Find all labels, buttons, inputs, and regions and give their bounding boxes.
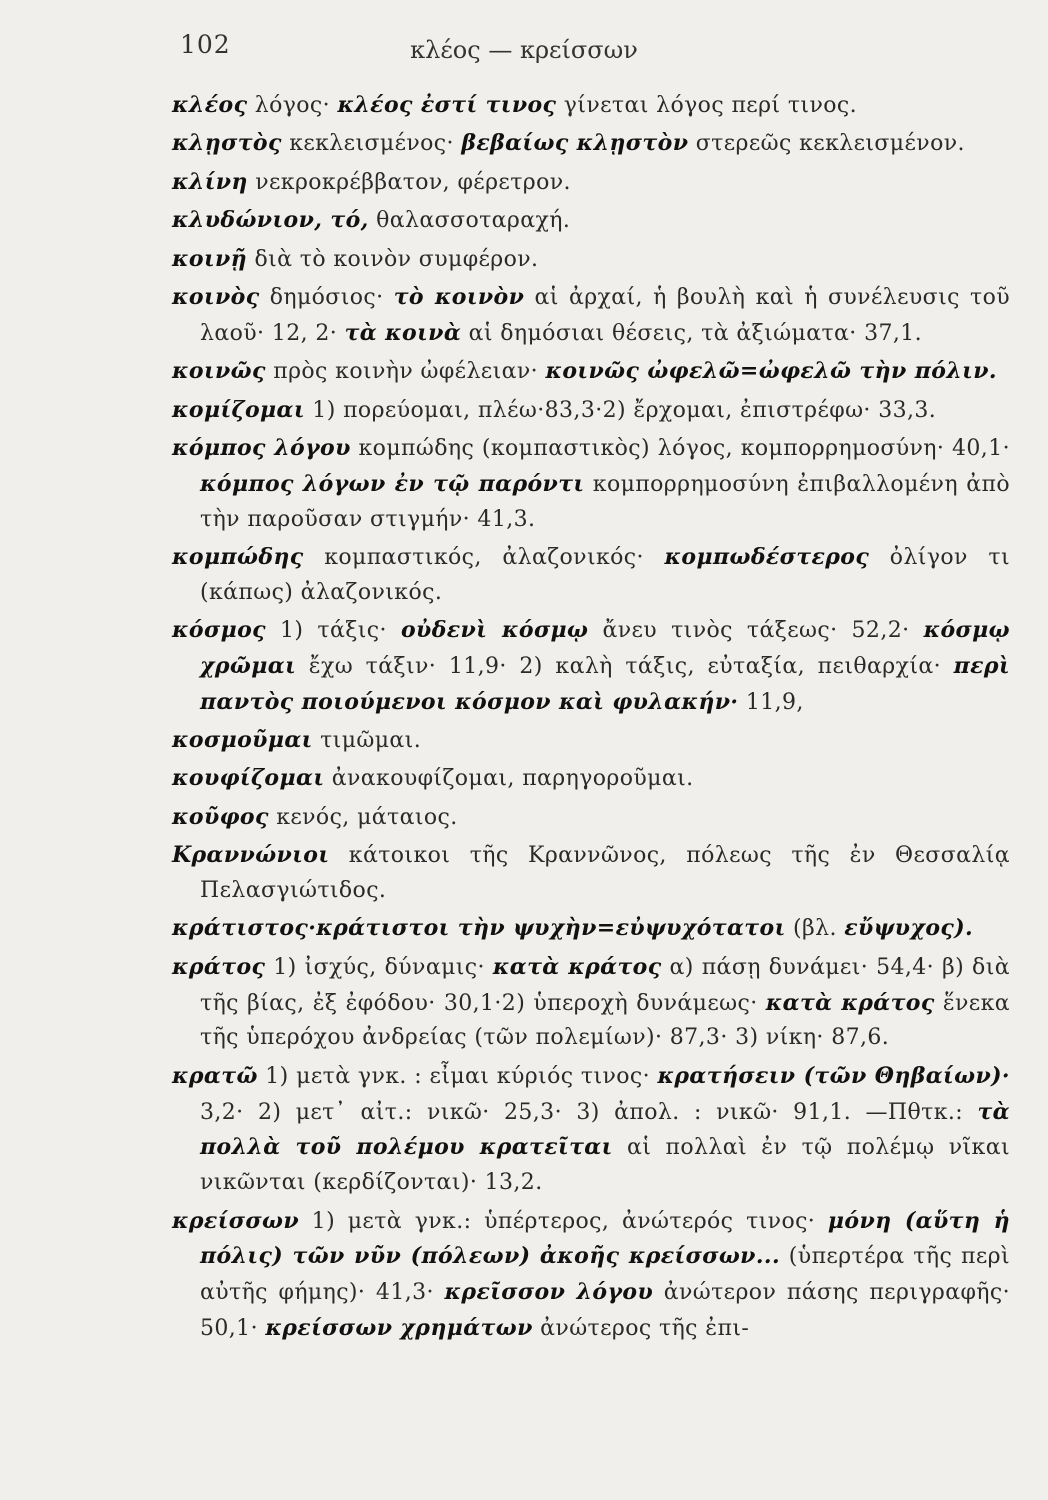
dictionary-entry xyxy=(172,838,1010,909)
entry-text: τιμῶμαι. xyxy=(312,728,422,754)
running-head: κλέος — κρείσσων xyxy=(410,36,638,64)
entry-text: κεκλεισμένος· xyxy=(281,131,462,157)
entry-headword: κλῃστὸς xyxy=(172,130,282,157)
entry-text: πρὸς κοινὴν ὠφέλειαν· xyxy=(265,359,546,385)
dictionary-entry xyxy=(172,1204,1010,1347)
entry-phrase: εὔψυχος). xyxy=(844,915,974,942)
entry-headword: κρείσσων xyxy=(172,1207,299,1234)
entry-phrase: τὰ πολλὰ τοῦ πολέμου κρατεῖται xyxy=(200,1098,1010,1161)
dictionary-entry xyxy=(172,393,1010,429)
dictionary-entry xyxy=(172,242,1010,278)
entry-text: θαλασσοταραχή. xyxy=(368,208,571,234)
entry-phrase: περὶ παντὸς ποιούμενοι κόσμον καὶ φυλακήν· xyxy=(200,652,1010,715)
entry-text: ἀνώτερος τῆς ἐπι- xyxy=(532,1315,750,1341)
entry-text: αἱ πολλαὶ ἐν τῷ πολέμῳ νῖκαι νικῶνται (κερδίζονται)· 13,2. xyxy=(200,1135,1010,1196)
entry-phrase: μόνη (αὕτη ἡ πόλις) τῶν νῦν (πόλεων) ἀκοῆς κρείσσων... xyxy=(200,1207,1010,1270)
entry-text: 3,2· 2) μετ᾽ αἰτ.: νικῶ· 25,3· 3) ἀπολ. : νικῶ· 91,1. —Πθτκ.: xyxy=(200,1099,978,1125)
entry-text: κάτοικοι τῆς Κραννῶνος, πόλεως τῆς ἐν Θεσσαλίᾳ Πελασγιώτιδος. xyxy=(200,843,1010,904)
entry-phrase: τὰ κοινὰ xyxy=(344,319,462,346)
entry-text: νεκροκρέββατον, φέρετρον. xyxy=(247,169,571,195)
entry-text: 1) ἰσχύς, δύναμις· xyxy=(265,954,493,980)
dictionary-entry xyxy=(172,431,1010,537)
entry-text: ἄνευ τινὸς τάξεως· 52,2· xyxy=(588,618,924,644)
entry-text: διὰ τὸ κοινὸν συμφέρον. xyxy=(247,246,539,272)
entry-headword: κλίνη xyxy=(172,168,248,195)
entry-text: ἀνώτερον πάσης περιγραφῆς· 50,1· xyxy=(200,1280,1010,1341)
dictionary-entry xyxy=(172,761,1010,797)
entry-text: κενός, μάταιος. xyxy=(268,804,458,830)
entry-text: ἔχω τάξιν· 11,9· 2) καλὴ τάξις, εὐταξία, πειθαρχία· xyxy=(296,653,954,679)
entry-headword: κόμπος λόγου xyxy=(172,434,351,461)
entry-text: α) πάσῃ δυνάμει· 54,4· β) διὰ τῆς βίας, ἐξ ἐφόδου· 30,1·2) ὑπεροχὴ δυνάμεως· xyxy=(200,954,1010,1016)
dictionary-entry xyxy=(172,203,1010,239)
dictionary-entry xyxy=(172,88,1010,124)
entry-phrase: οὐδενὶ κόσμῳ xyxy=(400,617,589,644)
entry-headword: κοινῇ xyxy=(172,245,248,272)
entry-text: κομπώδης (κομπαστικὸς) λόγος, κομπορρημοσύνη· 40,1· xyxy=(350,435,1010,461)
dictionary-entry xyxy=(172,723,1010,759)
entry-text: δημόσιος· xyxy=(259,284,394,310)
entry-phrase: κρατήσειν (τῶν Θηβαίων)· xyxy=(657,1062,1010,1089)
entry-text: λόγος· xyxy=(247,93,338,118)
dictionary-entry xyxy=(172,540,1010,611)
entry-phrase: κλέος ἐστί τινος xyxy=(337,92,557,118)
entry-headword: κομίζομαι xyxy=(172,396,305,423)
entry-text: αἱ ἀρχαί, ἡ βουλὴ καὶ ἡ συνέλευσις τοῦ λαοῦ· 12, 2· xyxy=(200,284,1011,346)
entry-text: ἕνεκα τῆς ὑπερόχου ἀνδρείας (τῶν πολεμίων)· 87,3· 3) νίκη· 87,6. xyxy=(200,990,1011,1051)
page-number: 102 xyxy=(180,30,231,59)
entry-phrase: κοινῶς ὠφελῶ=ὠφελῶ τὴν πόλιν. xyxy=(545,358,997,385)
entry-headword: κράτος xyxy=(172,953,266,980)
dictionary-entry xyxy=(172,126,1010,162)
dictionary-entry xyxy=(172,613,1010,720)
entry-phrase: τὸ κοινὸν xyxy=(393,283,525,310)
entry-headword: Κραννώνιοι xyxy=(172,842,330,869)
entry-headword: κουφίζομαι xyxy=(172,765,325,792)
entry-text: 1) πορεύομαι, πλέω·83,3·2) ἔρχομαι, ἐπιστρέφω· 33,3. xyxy=(304,397,937,423)
entry-phrase: κρείσσων χρημάτων xyxy=(265,1314,533,1341)
entry-phrase: κρεῖσσον λόγου xyxy=(444,1279,654,1306)
dictionary-entry xyxy=(172,800,1010,836)
entry-phrase: κομπωδέστερος xyxy=(664,543,870,570)
entry-text: γίνεται λόγος περί τινος. xyxy=(556,93,857,118)
dictionary-entry xyxy=(172,165,1010,201)
entry-text: (ὑπερτέρα τῆς περὶ αὐτῆς φήμης)· 41,3· xyxy=(200,1244,1010,1306)
entry-text: κομπορρημοσύνη ἐπιβαλλομένη ἀπὸ τὴν παροῦσαν στιγμήν· 41,3. xyxy=(200,471,1010,532)
entry-text: στερεῶς κεκλεισμένον. xyxy=(688,131,965,157)
entry-headword: κλέος xyxy=(172,92,248,118)
entry-text: 1) μετὰ γνκ.: ὑπέρτερος, ἀνώτερός τινος· xyxy=(299,1208,828,1234)
entry-headword: κοινῶς xyxy=(172,358,266,385)
entry-text: 11,9, xyxy=(738,689,804,715)
dictionary-entry xyxy=(172,280,1010,352)
entry-phrase: βεβαίως κλῃστὸν xyxy=(461,130,689,157)
dictionary-entry xyxy=(172,354,1010,390)
entry-headword: κοσμοῦμαι xyxy=(172,727,313,754)
entry-headword: κοῦφος xyxy=(172,803,269,830)
entry-headword: κλυδώνιον, τό, xyxy=(172,207,369,234)
entry-text: ἀνακουφίζομαι, παρηγοροῦμαι. xyxy=(324,766,694,792)
dictionary-entry xyxy=(172,1059,1010,1201)
entry-text: (βλ. xyxy=(785,916,845,942)
entry-headword: κομπώδης xyxy=(172,543,304,570)
entry-headword: κοινὸς xyxy=(172,283,260,310)
entry-phrase: κατὰ κράτος xyxy=(492,953,662,980)
entry-phrase: κατὰ κράτος xyxy=(765,989,935,1016)
dictionary-entry xyxy=(172,911,1010,947)
entry-headword: κόσμος xyxy=(172,617,266,644)
entry-headword: κράτιστος·κράτιστοι τὴν ψυχὴν=εὐψυχότατοι xyxy=(172,915,786,942)
entry-text: 1) τάξις· xyxy=(265,618,401,644)
entry-text: 1) μετὰ γνκ. : εἶμαι κύριός τινος· xyxy=(257,1063,658,1089)
entry-phrase: κόσμῳ χρῶμαι xyxy=(200,617,1010,679)
dictionary-entries xyxy=(172,88,1010,1349)
entry-text: ὀλίγον τι (κάπως) ἀλαζονικός. xyxy=(200,544,1010,605)
entry-phrase: κόμπος λόγων ἐν τῷ παρόντι xyxy=(200,470,585,497)
entry-text: αἱ δημόσιαι θέσεις, τὰ ἀξιώματα· 37,1. xyxy=(461,320,923,346)
entry-text: κομπαστικός, ἀλαζονικός· xyxy=(303,544,665,570)
dictionary-entry xyxy=(172,950,1010,1056)
entry-headword: κρατῶ xyxy=(172,1062,258,1089)
